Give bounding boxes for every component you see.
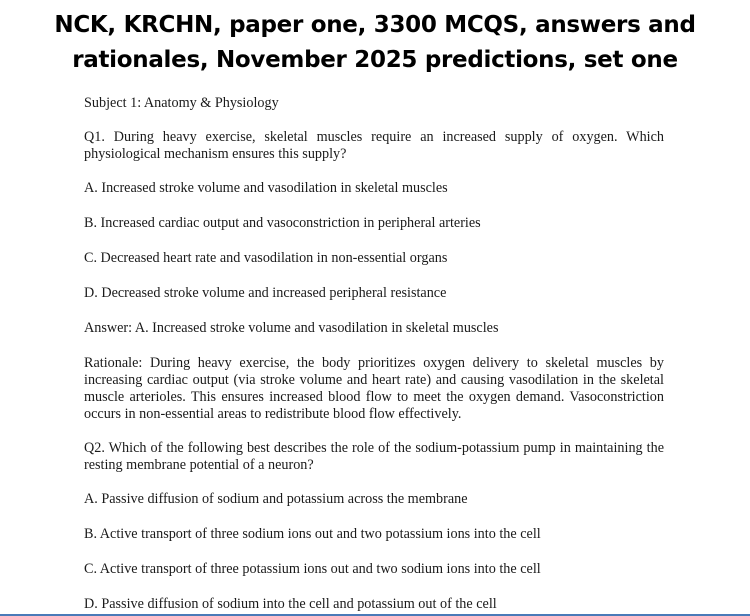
- q1-option-c: C. Decreased heart rate and vasodilation in non-essential organs: [84, 250, 448, 266]
- question-1: Q1. During heavy exercise, skeletal muscles require an increased supply of oxygen. Which physiological mechanism ensures this supply?: [84, 129, 664, 162]
- q1-answer: Answer: A. Increased stroke volume and vasodilation in skeletal muscles: [84, 320, 499, 336]
- document-body: [84, 95, 664, 616]
- q2-option-d: D. Passive diffusion of sodium into the cell and potassium out of the cell: [84, 596, 497, 612]
- q1-rationale: Rationale: During heavy exercise, the body prioritizes oxygen delivery to skeletal muscles by increasing cardiac output (via stroke volume and heart rate) and causing vasodilation in the skeletal muscle arterioles. This ensures increased blood flow to meet the oxygen demand. Vasoconstriction occurs in non-essential areas to redistribute blood flow effectively.: [84, 355, 664, 422]
- q2-option-b: B. Active transport of three sodium ions out and two potassium ions into the cell: [84, 526, 541, 542]
- q1-option-d: D. Decreased stroke volume and increased peripheral resistance: [84, 285, 447, 301]
- title-line-1: NCK, KRCHN, paper one, 3300 MCQS, answers and: [54, 12, 696, 38]
- q1-option-a: A. Increased stroke volume and vasodilation in skeletal muscles: [84, 180, 448, 196]
- title-line-2: rationales, November 2025 predictions, set one: [72, 47, 678, 73]
- document-title: [0, 0, 750, 78]
- q2-option-c: C. Active transport of three potassium ions out and two sodium ions into the cell: [84, 561, 541, 577]
- q2-option-a: A. Passive diffusion of sodium and potassium across the membrane: [84, 491, 468, 507]
- question-2: Q2. Which of the following best describes the role of the sodium-potassium pump in maintaining the resting membrane potential of a neuron?: [84, 440, 664, 473]
- subject-heading: Subject 1: Anatomy & Physiology: [84, 95, 279, 111]
- q1-option-b: B. Increased cardiac output and vasoconstriction in peripheral arteries: [84, 215, 481, 231]
